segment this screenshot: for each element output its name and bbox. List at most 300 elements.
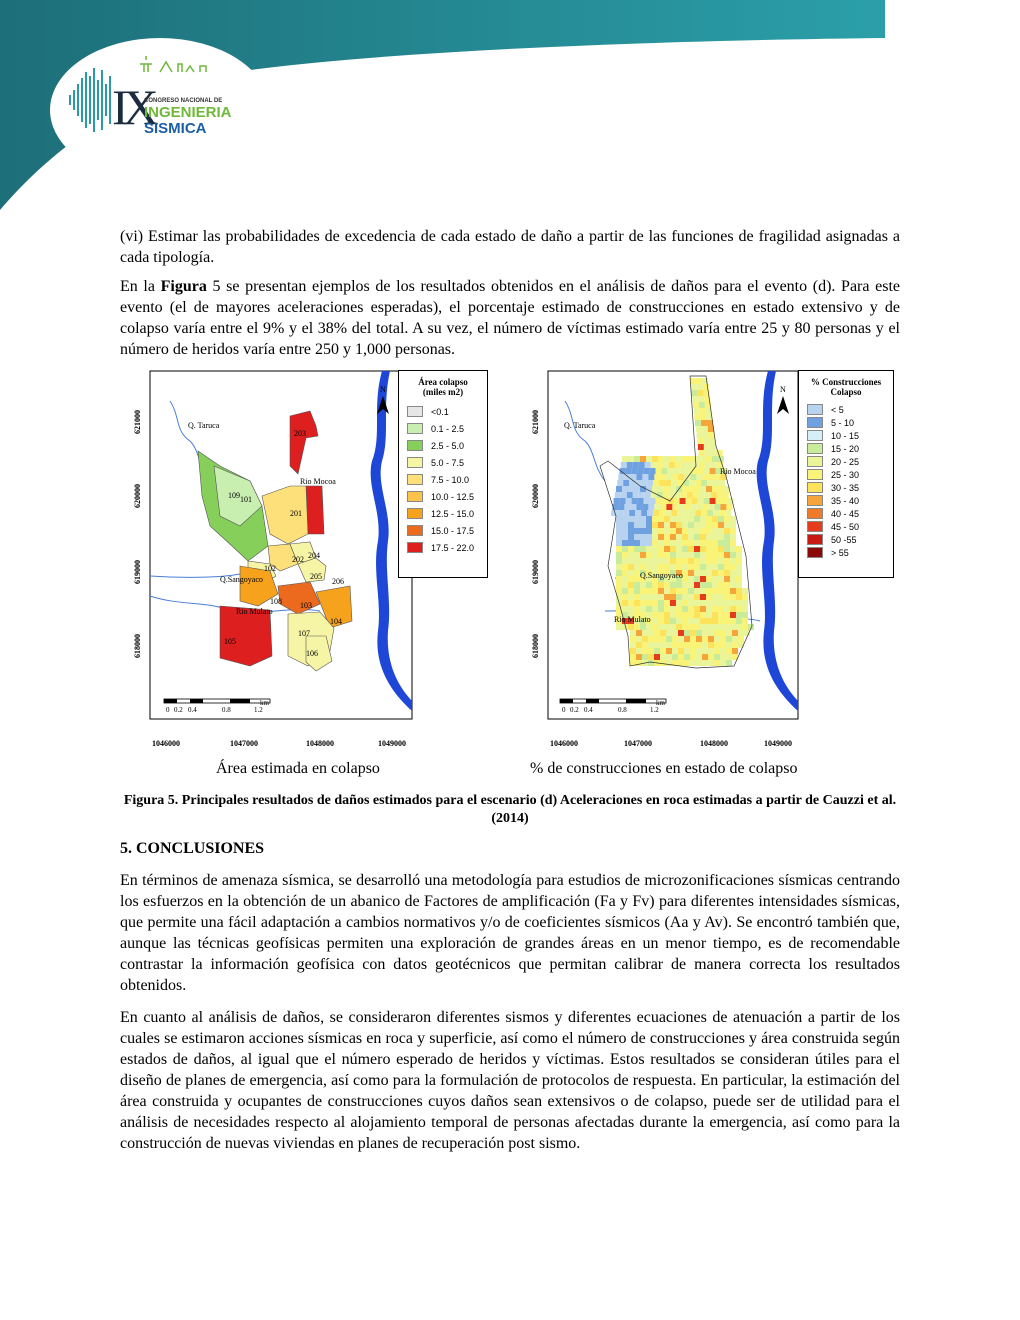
legend-left-item bbox=[399, 437, 487, 454]
grid-cell bbox=[712, 612, 718, 618]
grid-cell bbox=[634, 624, 640, 630]
grid-cell bbox=[628, 546, 634, 552]
grid-cell bbox=[682, 564, 688, 570]
grid-cell bbox=[660, 474, 666, 480]
grid-cell bbox=[697, 438, 703, 444]
grid-cell bbox=[654, 504, 660, 510]
grid-cell bbox=[676, 558, 682, 564]
grid-cell bbox=[672, 654, 678, 660]
grid-cell bbox=[622, 456, 628, 462]
grid-cell bbox=[718, 540, 724, 546]
legend-right-swatch bbox=[807, 508, 823, 519]
grid-cell bbox=[706, 534, 712, 540]
grid-cell bbox=[648, 642, 654, 648]
grid-cell bbox=[696, 648, 702, 654]
legend-left-label: 10.0 - 12.5 bbox=[431, 491, 475, 502]
grid-cell bbox=[736, 552, 742, 558]
scale-tick-0-left: 0 bbox=[166, 706, 170, 714]
grid-cell bbox=[682, 552, 688, 558]
grid-cell bbox=[742, 594, 748, 600]
grid-cell bbox=[702, 648, 708, 654]
zone-206: 206 bbox=[332, 577, 344, 586]
grid-cell bbox=[699, 492, 705, 498]
grid-cell bbox=[720, 648, 726, 654]
grid-cell bbox=[682, 582, 688, 588]
scale-tick-2-right: 0.4 bbox=[584, 706, 593, 714]
grid-cell bbox=[706, 516, 712, 522]
legend-right-swatch bbox=[807, 534, 823, 545]
grid-cell bbox=[634, 522, 640, 528]
grid-cell bbox=[724, 570, 730, 576]
paragraph-vi: (vi) Estimar las probabilidades de excedencia de cada estado de daño a partir de las funciones de fragilidad asignadas a cada tipología. bbox=[120, 228, 900, 266]
grid-cell bbox=[622, 522, 628, 528]
para2-post: 5 se presentan ejemplos de los resultados obtenidos en el análisis de daños para el evento (d). Para este evento (el de mayores aceleraciones esperadas), el porcentaje estimado de construcciones en estado extensivo y de colapso varía entre el 9% y el 38% del total. A su vez, el número de víctimas estimado varía entre 25 y 80 personas y el número de heridos varía entre 250 y 1,000 personas. bbox=[120, 278, 900, 358]
legend-right-label: > 55 bbox=[831, 547, 849, 558]
x-tick-3-left: 1049000 bbox=[378, 739, 406, 748]
grid-cell bbox=[726, 648, 732, 654]
grid-cell bbox=[696, 504, 702, 510]
grid-cell bbox=[724, 576, 730, 582]
grid-cell bbox=[640, 552, 646, 558]
grid-cell bbox=[676, 546, 682, 552]
x-tick-1-right: 1047000 bbox=[624, 739, 652, 748]
legend-right-item bbox=[799, 507, 893, 520]
grid-cell bbox=[714, 642, 720, 648]
grid-cell bbox=[628, 540, 634, 546]
grid-cell bbox=[682, 594, 688, 600]
grid-cell bbox=[683, 510, 689, 516]
grid-cell bbox=[732, 642, 738, 648]
legend-right-label: 35 - 40 bbox=[831, 495, 860, 506]
grid-cell bbox=[696, 378, 702, 384]
grid-cell bbox=[616, 486, 622, 492]
grid-cell bbox=[688, 624, 694, 630]
grid-cell bbox=[622, 546, 628, 552]
grid-cell bbox=[730, 540, 736, 546]
legend-left-label: <0.1 bbox=[431, 406, 449, 417]
grid-cell bbox=[694, 564, 700, 570]
grid-cell bbox=[682, 456, 688, 462]
legend-left-swatch bbox=[407, 474, 423, 485]
grid-cell bbox=[706, 528, 712, 534]
grid-cell bbox=[712, 516, 718, 522]
grid-cell bbox=[670, 558, 676, 564]
legend-left-swatch bbox=[407, 525, 423, 536]
x-tick-0-left: 1046000 bbox=[152, 739, 180, 748]
grid-cell bbox=[630, 642, 636, 648]
grid-cell bbox=[694, 546, 700, 552]
grid-cell bbox=[712, 618, 718, 624]
grid-cell bbox=[666, 504, 672, 510]
grid-cell bbox=[640, 600, 646, 606]
grid-cell bbox=[682, 618, 688, 624]
grid-cell bbox=[640, 588, 646, 594]
grid-cell bbox=[706, 588, 712, 594]
grid-cell bbox=[656, 468, 662, 474]
figure-right-label: % de construcciones en estado de colapso bbox=[530, 760, 798, 777]
grid-cell bbox=[699, 462, 705, 468]
grid-cell bbox=[622, 540, 628, 546]
grid-cell bbox=[704, 468, 710, 474]
grid-cell bbox=[676, 600, 682, 606]
grid-cell bbox=[664, 564, 670, 570]
grid-cell bbox=[708, 642, 714, 648]
grid-cell bbox=[678, 504, 684, 510]
grid-cell bbox=[688, 516, 694, 522]
grid-cell bbox=[628, 558, 634, 564]
grid-cell bbox=[719, 510, 725, 516]
grid-cell bbox=[641, 480, 647, 486]
grid-cell bbox=[646, 516, 652, 522]
scale-tick-3-right: 0.8 bbox=[618, 706, 627, 714]
place-taruca-right: Q. Taruca bbox=[564, 421, 596, 430]
grid-cell bbox=[682, 528, 688, 534]
legend-right-swatch bbox=[807, 482, 823, 493]
grid-cell bbox=[692, 396, 698, 402]
grid-cell bbox=[700, 534, 706, 540]
grid-cell bbox=[730, 594, 736, 600]
grid-cell bbox=[666, 642, 672, 648]
grid-cell bbox=[648, 474, 654, 480]
grid-cell bbox=[654, 642, 660, 648]
grid-cell bbox=[654, 474, 660, 480]
grid-cell bbox=[664, 522, 670, 528]
grid-cell bbox=[660, 636, 666, 642]
grid-cell bbox=[682, 612, 688, 618]
grid-cell bbox=[636, 474, 642, 480]
grid-cell bbox=[676, 456, 682, 462]
grid-cell bbox=[664, 618, 670, 624]
grid-cell bbox=[634, 540, 640, 546]
map-left-svg bbox=[120, 366, 420, 751]
grid-cell bbox=[633, 492, 639, 498]
zone-105: 105 bbox=[224, 637, 236, 646]
legend-left-item bbox=[399, 539, 487, 556]
grid-cell bbox=[724, 540, 730, 546]
grid-cell bbox=[712, 582, 718, 588]
grid-cell bbox=[712, 576, 718, 582]
grid-cell bbox=[730, 522, 736, 528]
legend-right-label: 25 - 30 bbox=[831, 469, 860, 480]
grid-cell bbox=[676, 522, 682, 528]
grid-cell bbox=[694, 516, 700, 522]
legend-right-label: 15 - 20 bbox=[831, 443, 860, 454]
grid-cell bbox=[658, 564, 664, 570]
grid-cell bbox=[664, 606, 670, 612]
grid-cell bbox=[617, 480, 623, 486]
grid-cell bbox=[665, 510, 671, 516]
grid-cell bbox=[658, 588, 664, 594]
grid-cell bbox=[658, 552, 664, 558]
grid-cell bbox=[700, 408, 706, 414]
grid-cell bbox=[684, 654, 690, 660]
grid-cell bbox=[730, 576, 736, 582]
grid-cell bbox=[628, 528, 634, 534]
grid-cell bbox=[684, 630, 690, 636]
zone-101: 101 bbox=[240, 495, 252, 504]
zone-201: 201 bbox=[290, 509, 302, 518]
grid-cell bbox=[724, 528, 730, 534]
grid-cell bbox=[706, 624, 712, 630]
grid-cell bbox=[616, 588, 622, 594]
grid-cell bbox=[711, 462, 717, 468]
grid-cell bbox=[711, 450, 717, 456]
grid-cell bbox=[645, 462, 651, 468]
grid-cell bbox=[718, 594, 724, 600]
grid-cell bbox=[700, 576, 706, 582]
grid-cell bbox=[708, 648, 714, 654]
grid-cell bbox=[706, 612, 712, 618]
legend-left-label: 5.0 - 7.5 bbox=[431, 457, 465, 468]
grid-cell bbox=[693, 402, 699, 408]
legend-left-swatch bbox=[407, 457, 423, 468]
grid-cell bbox=[676, 606, 682, 612]
grid-cell bbox=[738, 630, 744, 636]
grid-cell bbox=[717, 492, 723, 498]
grid-cell bbox=[678, 642, 684, 648]
legend-right-swatch bbox=[807, 469, 823, 480]
grid-cell bbox=[640, 558, 646, 564]
map-collapse-area bbox=[120, 366, 420, 756]
grid-cell bbox=[648, 648, 654, 654]
grid-cell bbox=[706, 606, 712, 612]
grid-cell bbox=[670, 540, 676, 546]
grid-cell bbox=[664, 546, 670, 552]
scale-unit-right: km bbox=[656, 699, 665, 707]
grid-cell bbox=[707, 510, 713, 516]
grid-cell bbox=[672, 648, 678, 654]
grid-cell bbox=[652, 516, 658, 522]
grid-cell bbox=[684, 504, 690, 510]
place-mulato-left: Rio Mulato bbox=[236, 607, 273, 616]
legend-right-label: 30 - 35 bbox=[831, 482, 860, 493]
grid-cell bbox=[688, 588, 694, 594]
grid-cell bbox=[724, 558, 730, 564]
grid-cell bbox=[664, 528, 670, 534]
grid-cell bbox=[628, 522, 634, 528]
grid-cell bbox=[720, 630, 726, 636]
grid-cell bbox=[628, 600, 634, 606]
legend-left-item bbox=[399, 420, 487, 437]
grid-cell bbox=[648, 636, 654, 642]
grid-cell bbox=[689, 510, 695, 516]
grid-cell bbox=[622, 600, 628, 606]
grid-cell bbox=[712, 534, 718, 540]
zone-106: 106 bbox=[306, 649, 318, 658]
grid-cell bbox=[632, 498, 638, 504]
logo-line2: INGENIERIA bbox=[144, 104, 232, 121]
grid-cell bbox=[706, 552, 712, 558]
grid-cell bbox=[616, 534, 622, 540]
grid-cell bbox=[732, 636, 738, 642]
grid-cell bbox=[693, 492, 699, 498]
grid-cell bbox=[658, 540, 664, 546]
grid-cell bbox=[720, 642, 726, 648]
grid-cell bbox=[660, 504, 666, 510]
grid-cell bbox=[724, 612, 730, 618]
grid-cell bbox=[730, 528, 736, 534]
grid-cell bbox=[653, 510, 659, 516]
grid-cell bbox=[658, 516, 664, 522]
grid-cell bbox=[668, 498, 674, 504]
grid-cell bbox=[628, 606, 634, 612]
grid-cell bbox=[621, 492, 627, 498]
y-tick-2-right: 619000 bbox=[531, 560, 540, 584]
grid-cell bbox=[690, 474, 696, 480]
grid-cell bbox=[698, 396, 704, 402]
grid-cell bbox=[682, 606, 688, 612]
grid-cell bbox=[700, 588, 706, 594]
grid-cell bbox=[670, 594, 676, 600]
grid-cell bbox=[704, 444, 710, 450]
grid-cell bbox=[640, 606, 646, 612]
grid-cell bbox=[736, 618, 742, 624]
legend-right-swatch bbox=[807, 495, 823, 506]
grid-cell bbox=[705, 492, 711, 498]
grid-cell bbox=[688, 576, 694, 582]
grid-cell bbox=[664, 594, 670, 600]
grid-cell bbox=[640, 582, 646, 588]
grid-cell bbox=[688, 486, 694, 492]
zone-204: 204 bbox=[308, 551, 320, 560]
figure-caption: Figura 5. Principales resultados de daños estimados para el escenario (d) Aceleraciones en roca estimadas a partir de Cauzzi et al. (2014) bbox=[123, 793, 897, 826]
zone-108: 108 bbox=[270, 597, 282, 606]
grid-cell bbox=[616, 570, 622, 576]
grid-cell bbox=[626, 468, 632, 474]
grid-cell bbox=[628, 594, 634, 600]
grid-cell bbox=[616, 582, 622, 588]
grid-cell bbox=[736, 600, 742, 606]
north-label-left: N bbox=[380, 385, 386, 394]
grid-cell bbox=[622, 552, 628, 558]
grid-cell bbox=[640, 534, 646, 540]
grid-cell bbox=[730, 546, 736, 552]
grid-cell bbox=[628, 624, 634, 630]
grid-cell bbox=[701, 510, 707, 516]
legend-right-item bbox=[799, 455, 893, 468]
grid-cell bbox=[736, 624, 742, 630]
grid-cell bbox=[724, 516, 730, 522]
grid-cell bbox=[682, 522, 688, 528]
grid-cell bbox=[658, 546, 664, 552]
grid-cell bbox=[640, 594, 646, 600]
legend-items-left bbox=[399, 403, 487, 556]
legend-right-item bbox=[799, 481, 893, 494]
legend-title-right-2: Colapso bbox=[830, 387, 862, 397]
grid-cell bbox=[742, 606, 748, 612]
grid-cell bbox=[702, 636, 708, 642]
grid-cell bbox=[672, 630, 678, 636]
grid-cell bbox=[642, 642, 648, 648]
grid-cell bbox=[634, 552, 640, 558]
grid-cell bbox=[694, 522, 700, 528]
place-mocoa-left: Rio Mocoa bbox=[300, 477, 336, 486]
grid-cell bbox=[658, 624, 664, 630]
grid-cell bbox=[669, 492, 675, 498]
grid-cell bbox=[652, 546, 658, 552]
scale-tick-3-left: 0.8 bbox=[222, 706, 231, 714]
grid-cell bbox=[670, 624, 676, 630]
grid-cell bbox=[660, 642, 666, 648]
grid-cell bbox=[652, 486, 658, 492]
grid-cell bbox=[616, 558, 622, 564]
grid-cell bbox=[709, 432, 715, 438]
grid-cell bbox=[700, 540, 706, 546]
grid-cell bbox=[730, 588, 736, 594]
zone-102: 102 bbox=[264, 564, 276, 573]
grid-cell bbox=[634, 588, 640, 594]
grid-cell bbox=[718, 552, 724, 558]
grid-cell bbox=[654, 636, 660, 642]
grid-cell bbox=[688, 570, 694, 576]
grid-cell bbox=[700, 570, 706, 576]
grid-cell bbox=[628, 534, 634, 540]
grid-cell bbox=[634, 456, 640, 462]
grid-cell bbox=[718, 564, 724, 570]
legend-right-item bbox=[799, 546, 893, 559]
grid-cell bbox=[720, 504, 726, 510]
x-tick-3-right: 1049000 bbox=[764, 739, 792, 748]
grid-cell bbox=[706, 582, 712, 588]
grid-cell bbox=[676, 588, 682, 594]
grid-cell bbox=[713, 480, 719, 486]
grid-cell bbox=[670, 456, 676, 462]
grid-cell bbox=[730, 534, 736, 540]
grid-cell bbox=[641, 510, 647, 516]
grid-cell bbox=[712, 564, 718, 570]
grid-cell bbox=[708, 504, 714, 510]
grid-cell bbox=[696, 426, 702, 432]
grid-cell bbox=[664, 612, 670, 618]
grid-cell bbox=[652, 588, 658, 594]
grid-cell bbox=[658, 528, 664, 534]
grid-cell bbox=[690, 642, 696, 648]
legend-left-item bbox=[399, 471, 487, 488]
grid-cell bbox=[638, 498, 644, 504]
grid-cell bbox=[714, 648, 720, 654]
grid-cell bbox=[700, 486, 706, 492]
grid-cell bbox=[670, 534, 676, 540]
grid-cell bbox=[677, 510, 683, 516]
grid-cell bbox=[700, 522, 706, 528]
grid-cell bbox=[628, 564, 634, 570]
y-tick-1-left: 620000 bbox=[133, 484, 142, 508]
grid-cell bbox=[616, 522, 622, 528]
grid-cell bbox=[616, 564, 622, 570]
grid-cell bbox=[660, 648, 666, 654]
grid-cell bbox=[630, 630, 636, 636]
grid-cell bbox=[668, 468, 674, 474]
grid-cell bbox=[720, 636, 726, 642]
grid-cell bbox=[634, 534, 640, 540]
grid-cell bbox=[706, 564, 712, 570]
grid-cell bbox=[646, 624, 652, 630]
grid-cell bbox=[628, 456, 634, 462]
grid-cell bbox=[640, 546, 646, 552]
grid-cell bbox=[634, 582, 640, 588]
grid-cell bbox=[690, 654, 696, 660]
grid-cell bbox=[688, 546, 694, 552]
grid-cell bbox=[718, 558, 724, 564]
grid-cell bbox=[702, 654, 708, 660]
grid-cell bbox=[718, 576, 724, 582]
logo-roman: IX bbox=[112, 79, 153, 135]
grid-cell bbox=[680, 498, 686, 504]
grid-cell bbox=[688, 522, 694, 528]
grid-cell bbox=[662, 498, 668, 504]
grid-cell bbox=[689, 480, 695, 486]
grid-cell bbox=[646, 456, 652, 462]
